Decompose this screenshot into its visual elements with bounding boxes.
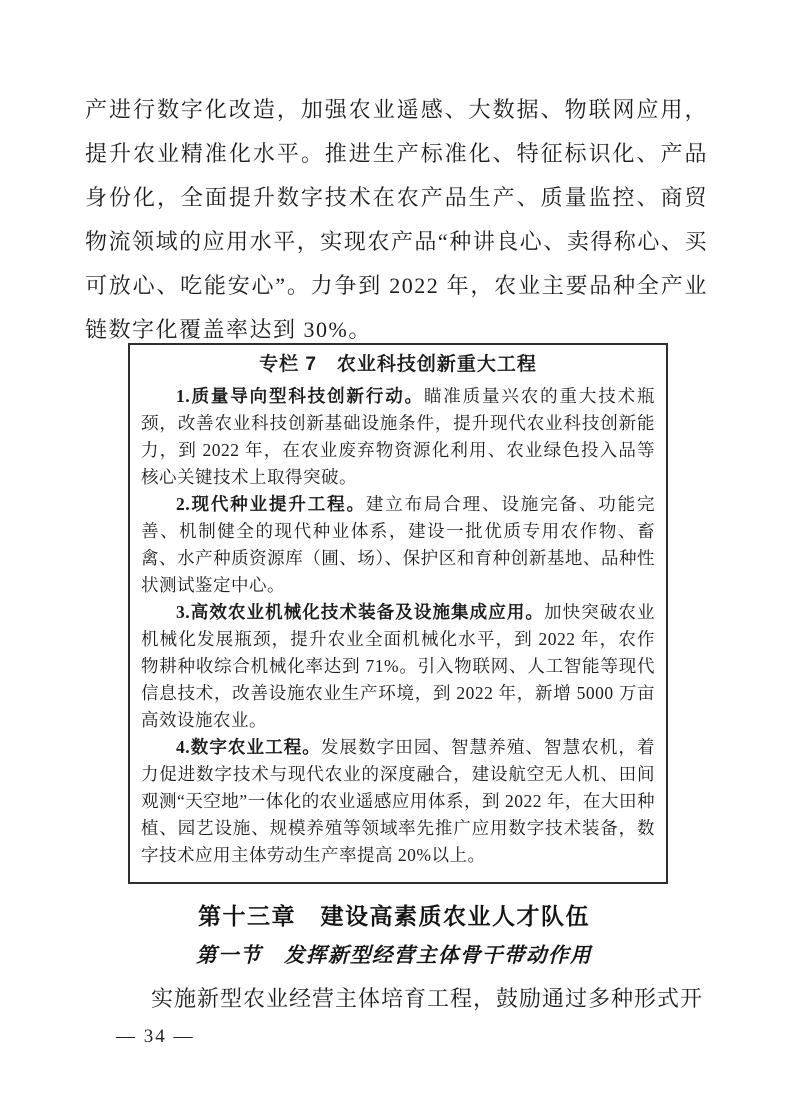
box-item-3-lead: 3.高效农业机械化技术装备及设施集成应用。 (176, 602, 545, 622)
column-7-box (128, 343, 668, 884)
box-item-1-text: 瞄准质量兴农的重大技术瓶颈，改善农业科技创新基础设施条件，提升现代农业科技创新能力，到 2022 年，在农业废弃物资源化利用、农业绿色投入品等核心关键技术上取得突破。 (141, 386, 656, 487)
box-item-2-lead: 2.现代种业提升工程。 (176, 494, 366, 514)
intro-paragraph: 产进行数字化改造，加强农业遥感、大数据、物联网应用，提升农业精准化水平。推进生产标准化、特征标识化、产品身份化，全面提升数字技术在农产品生产、质量监控、商贸物流领域的应用水平，实现农产品“种讲良心、卖得称心、买可放心、吃能安心”。力争到 2022 年，农业主要品种全产业链数字化覆盖率达到 30%。 (85, 97, 708, 342)
box-item-4 (141, 734, 655, 869)
column-box-title: 专栏 7 农业科技创新重大工程 (259, 354, 537, 375)
box-item-4-text: 发展数字田园、智慧养殖、智慧农机，着力促进数字技术与现代农业的深度融合，建设航空无人机、田间观测“天空地”一体化的农业遥感应用体系，到 2022 年，在大田种植、园艺设施、规模养殖等领域率先推广应用数字技术装备，数字技术应用主体劳动生产率提高 20%以上。 (141, 737, 656, 865)
page-number: — 34 — (116, 1026, 195, 1047)
box-item-2-text: 建立布局合理、设施完备、功能完善、机制健全的现代种业体系，建设一批优质专用农作物、畜禽、水产种质资源库（圃、场）、保护区和育种创新基地、品种性状测试鉴定中心。 (141, 494, 656, 595)
box-item-3-text: 加快突破农业机械化发展瓶颈，提升农业全面机械化水平，到 2022 年，农作物耕种收综合机械化率达到 71%。引入物联网、人工智能等现代信息技术，改善设施农业生产环境，到 2022 年，新增 5000 万亩高效设施农业。 (141, 602, 656, 730)
box-item-2 (141, 491, 655, 599)
body-paragraph: 实施新型农业经营主体培育工程，鼓励通过多种形式开 (151, 986, 704, 1011)
box-item-3 (141, 599, 655, 734)
box-item-1 (141, 383, 655, 491)
box-item-4-lead: 4.数字农业工程。 (176, 737, 321, 757)
section-heading: 第一节 发挥新型经营主体骨干带动作用 (196, 945, 592, 967)
chapter-heading: 第十三章 建设高素质农业人才队伍 (198, 903, 590, 929)
box-item-1-lead: 1.质量导向型科技创新行动。 (176, 386, 424, 406)
